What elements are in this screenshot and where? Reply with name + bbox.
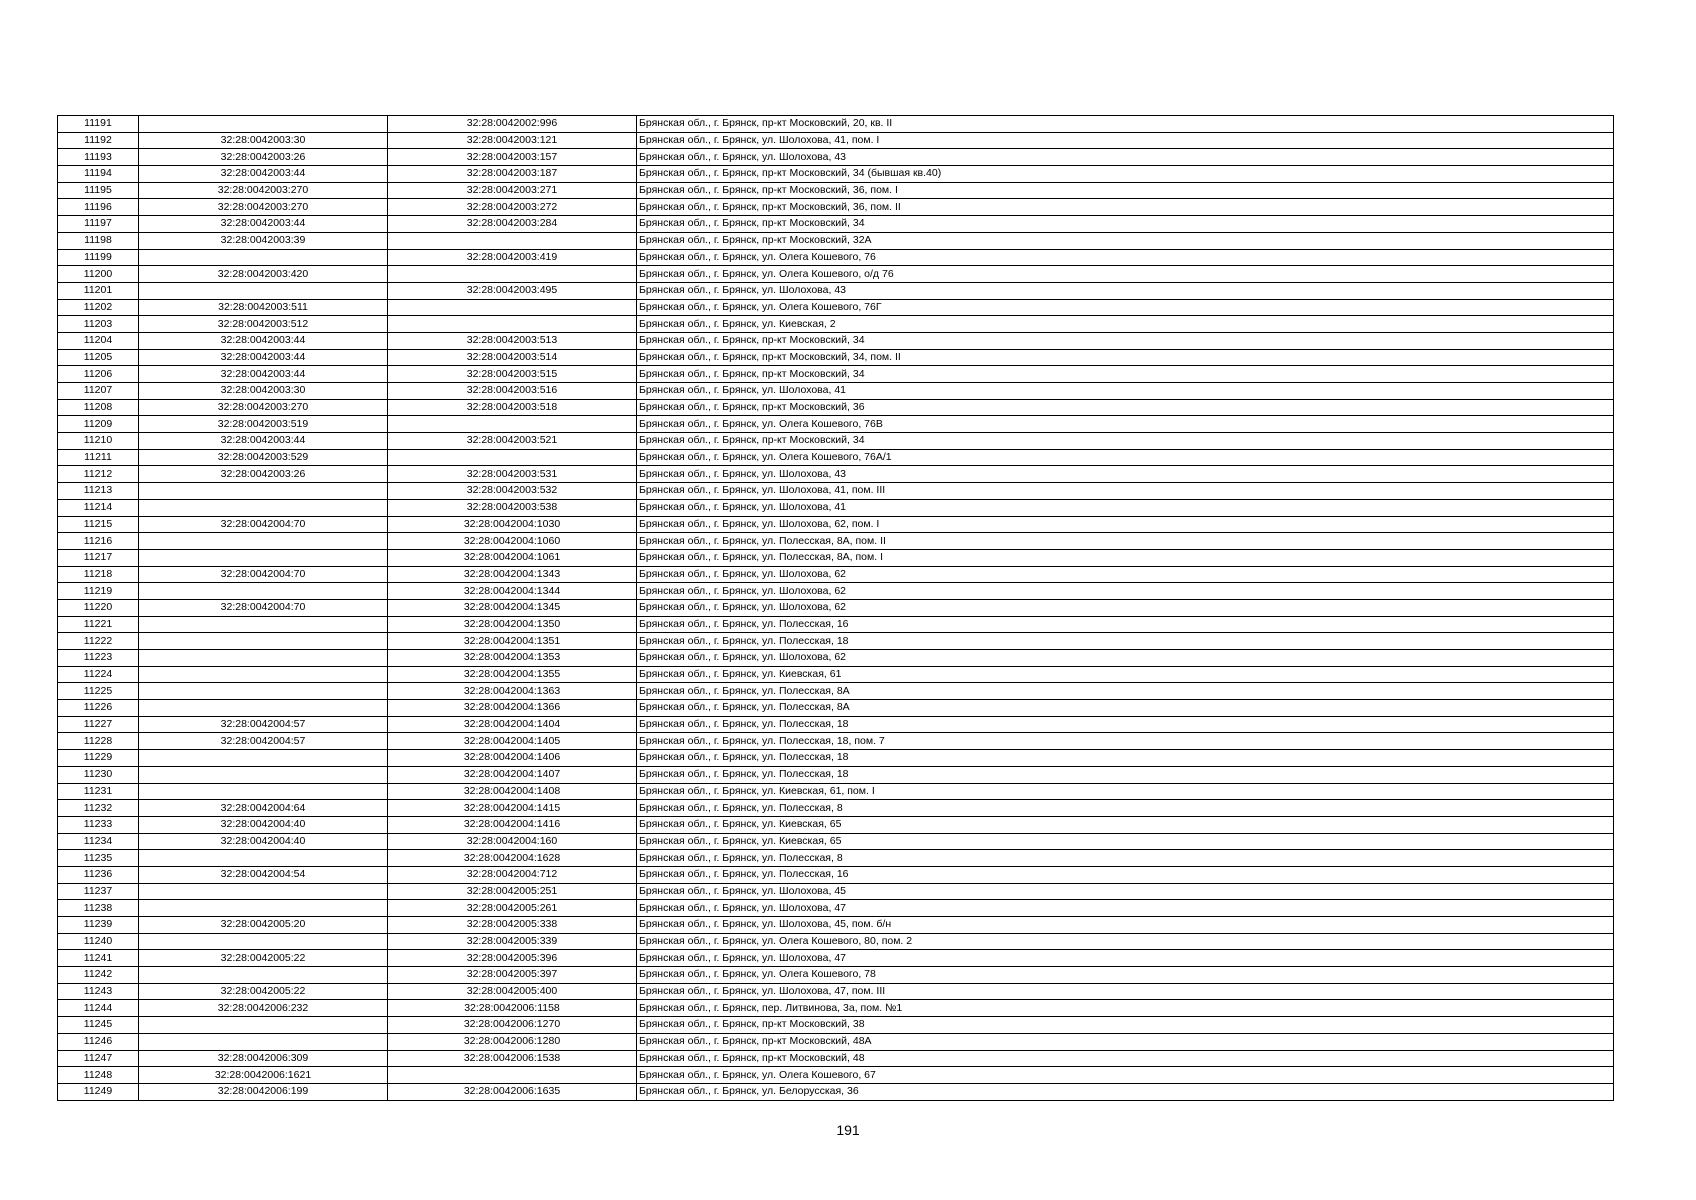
table-row: [58, 349, 1614, 366]
address-cell: Брянская обл., г. Брянск, пр-кт Московский, 20, кв. II: [637, 116, 1614, 133]
object-cadastral-number-cell: 32:28:0042003:516: [388, 383, 637, 400]
table-row: [58, 866, 1614, 883]
parent-cadastral-number-cell: 32:28:0042003:26: [139, 466, 388, 483]
table-row: [58, 633, 1614, 650]
row-number-cell: 11204: [58, 332, 139, 349]
table-row: [58, 666, 1614, 683]
row-number-cell: 11203: [58, 316, 139, 333]
row-number-cell: 11248: [58, 1067, 139, 1084]
address-cell: Брянская обл., г. Брянск, ул. Шолохова, 62: [637, 599, 1614, 616]
parent-cadastral-number-cell: [139, 616, 388, 633]
address-cell: Брянская обл., г. Брянск, ул. Шолохова, 45: [637, 883, 1614, 900]
row-number-cell: 11244: [58, 1000, 139, 1017]
parent-cadastral-number-cell: 32:28:0042003:511: [139, 299, 388, 316]
object-cadastral-number-cell: [388, 1067, 637, 1084]
table-row: [58, 499, 1614, 516]
parent-cadastral-number-cell: 32:28:0042003:30: [139, 383, 388, 400]
parent-cadastral-number-cell: 32:28:0042003:44: [139, 216, 388, 233]
object-cadastral-number-cell: 32:28:0042002:996: [388, 116, 637, 133]
address-cell: Брянская обл., г. Брянск, ул. Шолохова, 41, пом. I: [637, 132, 1614, 149]
object-cadastral-number-cell: 32:28:0042003:272: [388, 199, 637, 216]
object-cadastral-number-cell: 32:28:0042003:419: [388, 249, 637, 266]
parent-cadastral-number-cell: 32:28:0042003:420: [139, 266, 388, 283]
address-cell: Брянская обл., г. Брянск, ул. Шолохова, 47: [637, 950, 1614, 967]
parent-cadastral-number-cell: [139, 116, 388, 133]
object-cadastral-number-cell: 32:28:0042003:271: [388, 182, 637, 199]
object-cadastral-number-cell: 32:28:0042003:284: [388, 216, 637, 233]
object-cadastral-number-cell: 32:28:0042005:400: [388, 983, 637, 1000]
row-number-cell: 11228: [58, 733, 139, 750]
row-number-cell: 11199: [58, 249, 139, 266]
row-number-cell: 11212: [58, 466, 139, 483]
table-row: [58, 783, 1614, 800]
address-cell: Брянская обл., г. Брянск, ул. Киевская, 65: [637, 833, 1614, 850]
object-cadastral-number-cell: 32:28:0042003:521: [388, 433, 637, 450]
object-cadastral-number-cell: 32:28:0042004:1343: [388, 566, 637, 583]
parent-cadastral-number-cell: 32:28:0042004:54: [139, 866, 388, 883]
row-number-cell: 11232: [58, 800, 139, 817]
table-row: [58, 800, 1614, 817]
table-row: [58, 516, 1614, 533]
table-row: [58, 1033, 1614, 1050]
table-row: [58, 299, 1614, 316]
table-row: [58, 917, 1614, 934]
table-row: [58, 833, 1614, 850]
object-cadastral-number-cell: 32:28:0042005:338: [388, 917, 637, 934]
row-number-cell: 11198: [58, 232, 139, 249]
row-number-cell: 11214: [58, 499, 139, 516]
parent-cadastral-number-cell: 32:28:0042003:30: [139, 132, 388, 149]
table-row: [58, 132, 1614, 149]
object-cadastral-number-cell: 32:28:0042003:515: [388, 366, 637, 383]
parent-cadastral-number-cell: 32:28:0042003:44: [139, 332, 388, 349]
registry-table-body: [58, 116, 1614, 1101]
table-row: [58, 850, 1614, 867]
parent-cadastral-number-cell: [139, 850, 388, 867]
address-cell: Брянская обл., г. Брянск, ул. Полесская, 8: [637, 850, 1614, 867]
parent-cadastral-number-cell: [139, 933, 388, 950]
object-cadastral-number-cell: 32:28:0042006:1280: [388, 1033, 637, 1050]
parent-cadastral-number-cell: [139, 766, 388, 783]
parent-cadastral-number-cell: 32:28:0042003:512: [139, 316, 388, 333]
parent-cadastral-number-cell: [139, 900, 388, 917]
parent-cadastral-number-cell: 32:28:0042004:40: [139, 833, 388, 850]
address-cell: Брянская обл., г. Брянск, пр-кт Московский, 34: [637, 366, 1614, 383]
parent-cadastral-number-cell: [139, 750, 388, 767]
row-number-cell: 11218: [58, 566, 139, 583]
row-number-cell: 11241: [58, 950, 139, 967]
parent-cadastral-number-cell: 32:28:0042006:1621: [139, 1067, 388, 1084]
table-row: [58, 750, 1614, 767]
table-row: [58, 933, 1614, 950]
table-row: [58, 549, 1614, 566]
row-number-cell: 11227: [58, 716, 139, 733]
table-row: [58, 416, 1614, 433]
address-cell: Брянская обл., г. Брянск, ул. Киевская, 61: [637, 666, 1614, 683]
table-row: [58, 883, 1614, 900]
table-row: [58, 182, 1614, 199]
address-cell: Брянская обл., г. Брянск, ул. Шолохова, 62, пом. I: [637, 516, 1614, 533]
row-number-cell: 11192: [58, 132, 139, 149]
address-cell: Брянская обл., г. Брянск, пр-кт Московский, 36: [637, 399, 1614, 416]
object-cadastral-number-cell: 32:28:0042004:1355: [388, 666, 637, 683]
parent-cadastral-number-cell: [139, 282, 388, 299]
address-cell: Брянская обл., г. Брянск, пр-кт Московский, 34: [637, 332, 1614, 349]
table-row: [58, 900, 1614, 917]
parent-cadastral-number-cell: 32:28:0042005:22: [139, 950, 388, 967]
row-number-cell: 11224: [58, 666, 139, 683]
parent-cadastral-number-cell: [139, 967, 388, 984]
table-row: [58, 466, 1614, 483]
object-cadastral-number-cell: 32:28:0042004:1406: [388, 750, 637, 767]
table-row: [58, 332, 1614, 349]
table-row: [58, 616, 1614, 633]
address-cell: Брянская обл., г. Брянск, пр-кт Московский, 32А: [637, 232, 1614, 249]
address-cell: Брянская обл., г. Брянск, ул. Полесская, 8А, пом. I: [637, 549, 1614, 566]
address-cell: Брянская обл., г. Брянск, пр-кт Московский, 34: [637, 433, 1614, 450]
parent-cadastral-number-cell: 32:28:0042003:39: [139, 232, 388, 249]
row-number-cell: 11209: [58, 416, 139, 433]
object-cadastral-number-cell: 32:28:0042004:1350: [388, 616, 637, 633]
row-number-cell: 11210: [58, 433, 139, 450]
parent-cadastral-number-cell: [139, 549, 388, 566]
parent-cadastral-number-cell: 32:28:0042004:40: [139, 816, 388, 833]
row-number-cell: 11211: [58, 449, 139, 466]
table-row: [58, 950, 1614, 967]
parent-cadastral-number-cell: [139, 650, 388, 667]
object-cadastral-number-cell: 32:28:0042004:1363: [388, 683, 637, 700]
address-cell: Брянская обл., г. Брянск, ул. Олега Кошевого, 67: [637, 1067, 1614, 1084]
row-number-cell: 11213: [58, 483, 139, 500]
parent-cadastral-number-cell: 32:28:0042005:22: [139, 983, 388, 1000]
address-cell: Брянская обл., г. Брянск, ул. Шолохова, 41: [637, 383, 1614, 400]
object-cadastral-number-cell: 32:28:0042004:1408: [388, 783, 637, 800]
row-number-cell: 11194: [58, 166, 139, 183]
parent-cadastral-number-cell: 32:28:0042006:309: [139, 1050, 388, 1067]
address-cell: Брянская обл., г. Брянск, ул. Олега Кошевого, 76В: [637, 416, 1614, 433]
object-cadastral-number-cell: [388, 449, 637, 466]
object-cadastral-number-cell: 32:28:0042005:261: [388, 900, 637, 917]
object-cadastral-number-cell: 32:28:0042004:1351: [388, 633, 637, 650]
table-row: [58, 399, 1614, 416]
parent-cadastral-number-cell: [139, 783, 388, 800]
address-cell: Брянская обл., г. Брянск, ул. Полесская, 16: [637, 866, 1614, 883]
object-cadastral-number-cell: 32:28:0042004:1416: [388, 816, 637, 833]
object-cadastral-number-cell: 32:28:0042004:1366: [388, 700, 637, 717]
address-cell: Брянская обл., г. Брянск, ул. Олега Кошевого, 78: [637, 967, 1614, 984]
object-cadastral-number-cell: 32:28:0042004:160: [388, 833, 637, 850]
row-number-cell: 11234: [58, 833, 139, 850]
parent-cadastral-number-cell: [139, 883, 388, 900]
table-row: [58, 249, 1614, 266]
parent-cadastral-number-cell: [139, 249, 388, 266]
address-cell: Брянская обл., г. Брянск, ул. Полесская, 18: [637, 750, 1614, 767]
table-row: [58, 1000, 1614, 1017]
address-cell: Брянская обл., г. Брянск, пр-кт Московский, 36, пом. I: [637, 182, 1614, 199]
row-number-cell: 11233: [58, 816, 139, 833]
address-cell: Брянская обл., г. Брянск, ул. Шолохова, 62: [637, 566, 1614, 583]
parent-cadastral-number-cell: 32:28:0042006:199: [139, 1083, 388, 1100]
parent-cadastral-number-cell: 32:28:0042003:44: [139, 166, 388, 183]
row-number-cell: 11201: [58, 282, 139, 299]
row-number-cell: 11220: [58, 599, 139, 616]
table-row: [58, 1017, 1614, 1034]
row-number-cell: 11195: [58, 182, 139, 199]
parent-cadastral-number-cell: [139, 666, 388, 683]
address-cell: Брянская обл., г. Брянск, ул. Полесская, 18: [637, 716, 1614, 733]
table-row: [58, 683, 1614, 700]
object-cadastral-number-cell: 32:28:0042003:518: [388, 399, 637, 416]
parent-cadastral-number-cell: [139, 533, 388, 550]
parent-cadastral-number-cell: 32:28:0042003:270: [139, 182, 388, 199]
row-number-cell: 11246: [58, 1033, 139, 1050]
row-number-cell: 11223: [58, 650, 139, 667]
object-cadastral-number-cell: 32:28:0042004:1405: [388, 733, 637, 750]
address-cell: Брянская обл., г. Брянск, пр-кт Московский, 34, пом. II: [637, 349, 1614, 366]
row-number-cell: 11193: [58, 149, 139, 166]
address-cell: Брянская обл., г. Брянск, ул. Шолохова, 43: [637, 149, 1614, 166]
parent-cadastral-number-cell: [139, 1033, 388, 1050]
row-number-cell: 11230: [58, 766, 139, 783]
table-row: [58, 766, 1614, 783]
parent-cadastral-number-cell: [139, 1017, 388, 1034]
row-number-cell: 11191: [58, 116, 139, 133]
object-cadastral-number-cell: [388, 299, 637, 316]
table-row: [58, 599, 1614, 616]
table-row: [58, 583, 1614, 600]
row-number-cell: 11215: [58, 516, 139, 533]
object-cadastral-number-cell: 32:28:0042004:1345: [388, 599, 637, 616]
object-cadastral-number-cell: 32:28:0042004:1415: [388, 800, 637, 817]
address-cell: Брянская обл., г. Брянск, пр-кт Московский, 34 (бывшая кв.40): [637, 166, 1614, 183]
address-cell: Брянская обл., г. Брянск, ул. Полесская, 16: [637, 616, 1614, 633]
address-cell: Брянская обл., г. Брянск, пр-кт Московский, 34: [637, 216, 1614, 233]
address-cell: Брянская обл., г. Брянск, ул. Полесская, 18: [637, 633, 1614, 650]
address-cell: Брянская обл., г. Брянск, ул. Шолохова, 41, пом. III: [637, 483, 1614, 500]
address-cell: Брянская обл., г. Брянск, ул. Киевская, 61, пом. I: [637, 783, 1614, 800]
row-number-cell: 11238: [58, 900, 139, 917]
table-row: [58, 1083, 1614, 1100]
object-cadastral-number-cell: 32:28:0042003:495: [388, 282, 637, 299]
address-cell: Брянская обл., г. Брянск, ул. Шолохова, 45, пом. б/н: [637, 917, 1614, 934]
object-cadastral-number-cell: 32:28:0042004:1344: [388, 583, 637, 600]
address-cell: Брянская обл., г. Брянск, ул. Киевская, 65: [637, 816, 1614, 833]
object-cadastral-number-cell: 32:28:0042003:121: [388, 132, 637, 149]
object-cadastral-number-cell: 32:28:0042004:1628: [388, 850, 637, 867]
row-number-cell: 11236: [58, 866, 139, 883]
object-cadastral-number-cell: 32:28:0042003:157: [388, 149, 637, 166]
address-cell: Брянская обл., г. Брянск, ул. Белорусская, 36: [637, 1083, 1614, 1100]
row-number-cell: 11231: [58, 783, 139, 800]
table-row: [58, 449, 1614, 466]
row-number-cell: 11196: [58, 199, 139, 216]
object-cadastral-number-cell: 32:28:0042005:396: [388, 950, 637, 967]
address-cell: Брянская обл., г. Брянск, ул. Шолохова, 47: [637, 900, 1614, 917]
row-number-cell: 11222: [58, 633, 139, 650]
parent-cadastral-number-cell: [139, 633, 388, 650]
table-row: [58, 266, 1614, 283]
address-cell: Брянская обл., г. Брянск, ул. Олега Кошевого, 80, пом. 2: [637, 933, 1614, 950]
address-cell: Брянская обл., г. Брянск, ул. Полесская, 8А: [637, 683, 1614, 700]
table-row: [58, 149, 1614, 166]
parent-cadastral-number-cell: [139, 499, 388, 516]
parent-cadastral-number-cell: [139, 583, 388, 600]
address-cell: Брянская обл., г. Брянск, ул. Олега Кошевого, о/д 76: [637, 266, 1614, 283]
parent-cadastral-number-cell: 32:28:0042003:26: [139, 149, 388, 166]
address-cell: Брянская обл., г. Брянск, ул. Полесская, 18, пом. 7: [637, 733, 1614, 750]
object-cadastral-number-cell: 32:28:0042005:397: [388, 967, 637, 984]
address-cell: Брянская обл., г. Брянск, ул. Полесская, 8А: [637, 700, 1614, 717]
table-row: [58, 700, 1614, 717]
object-cadastral-number-cell: 32:28:0042004:1060: [388, 533, 637, 550]
parent-cadastral-number-cell: 32:28:0042003:44: [139, 366, 388, 383]
object-cadastral-number-cell: 32:28:0042004:1407: [388, 766, 637, 783]
object-cadastral-number-cell: 32:28:0042003:532: [388, 483, 637, 500]
table-row: [58, 366, 1614, 383]
row-number-cell: 11202: [58, 299, 139, 316]
row-number-cell: 11221: [58, 616, 139, 633]
parent-cadastral-number-cell: [139, 700, 388, 717]
parent-cadastral-number-cell: 32:28:0042003:44: [139, 433, 388, 450]
row-number-cell: 11208: [58, 399, 139, 416]
parent-cadastral-number-cell: 32:28:0042004:70: [139, 516, 388, 533]
parent-cadastral-number-cell: 32:28:0042004:57: [139, 733, 388, 750]
table-row: [58, 1067, 1614, 1084]
table-row: [58, 199, 1614, 216]
parent-cadastral-number-cell: 32:28:0042006:232: [139, 1000, 388, 1017]
registry-table: [57, 115, 1614, 1101]
row-number-cell: 11229: [58, 750, 139, 767]
address-cell: Брянская обл., г. Брянск, пр-кт Московский, 48А: [637, 1033, 1614, 1050]
row-number-cell: 11245: [58, 1017, 139, 1034]
table-row: [58, 733, 1614, 750]
table-row: [58, 282, 1614, 299]
parent-cadastral-number-cell: 32:28:0042003:270: [139, 199, 388, 216]
parent-cadastral-number-cell: [139, 683, 388, 700]
row-number-cell: 11237: [58, 883, 139, 900]
table-row: [58, 483, 1614, 500]
parent-cadastral-number-cell: 32:28:0042003:519: [139, 416, 388, 433]
address-cell: Брянская обл., г. Брянск, ул. Киевская, 2: [637, 316, 1614, 333]
object-cadastral-number-cell: 32:28:0042004:1030: [388, 516, 637, 533]
address-cell: Брянская обл., г. Брянск, ул. Олега Кошевого, 76А/1: [637, 449, 1614, 466]
table-row: [58, 383, 1614, 400]
table-row: [58, 967, 1614, 984]
object-cadastral-number-cell: 32:28:0042003:531: [388, 466, 637, 483]
address-cell: Брянская обл., г. Брянск, ул. Полесская, 8А, пом. II: [637, 533, 1614, 550]
table-row: [58, 216, 1614, 233]
row-number-cell: 11235: [58, 850, 139, 867]
table-row: [58, 650, 1614, 667]
object-cadastral-number-cell: 32:28:0042006:1538: [388, 1050, 637, 1067]
row-number-cell: 11219: [58, 583, 139, 600]
object-cadastral-number-cell: 32:28:0042003:513: [388, 332, 637, 349]
table-row: [58, 316, 1614, 333]
object-cadastral-number-cell: 32:28:0042005:251: [388, 883, 637, 900]
table-row: [58, 816, 1614, 833]
address-cell: Брянская обл., г. Брянск, ул. Олега Кошевого, 76Г: [637, 299, 1614, 316]
table-row: [58, 433, 1614, 450]
object-cadastral-number-cell: 32:28:0042004:1061: [388, 549, 637, 566]
object-cadastral-number-cell: 32:28:0042006:1270: [388, 1017, 637, 1034]
address-cell: Брянская обл., г. Брянск, ул. Шолохова, 62: [637, 583, 1614, 600]
parent-cadastral-number-cell: 32:28:0042004:70: [139, 566, 388, 583]
row-number-cell: 11247: [58, 1050, 139, 1067]
table-row: [58, 232, 1614, 249]
object-cadastral-number-cell: [388, 316, 637, 333]
address-cell: Брянская обл., г. Брянск, ул. Шолохова, 47, пом. III: [637, 983, 1614, 1000]
row-number-cell: 11216: [58, 533, 139, 550]
address-cell: Брянская обл., г. Брянск, ул. Шолохова, 43: [637, 466, 1614, 483]
table-row: [58, 716, 1614, 733]
row-number-cell: 11200: [58, 266, 139, 283]
address-cell: Брянская обл., г. Брянск, пр-кт Московский, 48: [637, 1050, 1614, 1067]
table-row: [58, 166, 1614, 183]
row-number-cell: 11206: [58, 366, 139, 383]
object-cadastral-number-cell: 32:28:0042003:538: [388, 499, 637, 516]
row-number-cell: 11249: [58, 1083, 139, 1100]
address-cell: Брянская обл., г. Брянск, ул. Шолохова, 43: [637, 282, 1614, 299]
row-number-cell: 11242: [58, 967, 139, 984]
row-number-cell: 11197: [58, 216, 139, 233]
object-cadastral-number-cell: 32:28:0042003:187: [388, 166, 637, 183]
object-cadastral-number-cell: [388, 266, 637, 283]
parent-cadastral-number-cell: 32:28:0042004:57: [139, 716, 388, 733]
address-cell: Брянская обл., г. Брянск, ул. Шолохова, 62: [637, 650, 1614, 667]
parent-cadastral-number-cell: 32:28:0042003:44: [139, 349, 388, 366]
object-cadastral-number-cell: 32:28:0042006:1158: [388, 1000, 637, 1017]
parent-cadastral-number-cell: 32:28:0042003:529: [139, 449, 388, 466]
parent-cadastral-number-cell: [139, 483, 388, 500]
address-cell: Брянская обл., г. Брянск, ул. Полесская, 8: [637, 800, 1614, 817]
table-row: [58, 116, 1614, 133]
address-cell: Брянская обл., г. Брянск, пер. Литвинова, 3а, пом. №1: [637, 1000, 1614, 1017]
object-cadastral-number-cell: 32:28:0042004:1404: [388, 716, 637, 733]
parent-cadastral-number-cell: 32:28:0042004:64: [139, 800, 388, 817]
table-row: [58, 566, 1614, 583]
address-cell: Брянская обл., г. Брянск, ул. Олега Кошевого, 76: [637, 249, 1614, 266]
row-number-cell: 11207: [58, 383, 139, 400]
object-cadastral-number-cell: 32:28:0042004:712: [388, 866, 637, 883]
parent-cadastral-number-cell: 32:28:0042003:270: [139, 399, 388, 416]
row-number-cell: 11205: [58, 349, 139, 366]
address-cell: Брянская обл., г. Брянск, ул. Полесская, 18: [637, 766, 1614, 783]
object-cadastral-number-cell: 32:28:0042003:514: [388, 349, 637, 366]
object-cadastral-number-cell: 32:28:0042004:1353: [388, 650, 637, 667]
table-row: [58, 983, 1614, 1000]
row-number-cell: 11240: [58, 933, 139, 950]
object-cadastral-number-cell: 32:28:0042006:1635: [388, 1083, 637, 1100]
table-row: [58, 533, 1614, 550]
row-number-cell: 11243: [58, 983, 139, 1000]
row-number-cell: 11226: [58, 700, 139, 717]
address-cell: Брянская обл., г. Брянск, пр-кт Московский, 36, пом. II: [637, 199, 1614, 216]
row-number-cell: 11217: [58, 549, 139, 566]
parent-cadastral-number-cell: 32:28:0042004:70: [139, 599, 388, 616]
object-cadastral-number-cell: 32:28:0042005:339: [388, 933, 637, 950]
object-cadastral-number-cell: [388, 232, 637, 249]
row-number-cell: 11225: [58, 683, 139, 700]
parent-cadastral-number-cell: 32:28:0042005:20: [139, 917, 388, 934]
registry-sheet: [57, 115, 1613, 1101]
address-cell: Брянская обл., г. Брянск, пр-кт Московский, 38: [637, 1017, 1614, 1034]
table-row: [58, 1050, 1614, 1067]
object-cadastral-number-cell: [388, 416, 637, 433]
row-number-cell: 11239: [58, 917, 139, 934]
page-number: 191: [836, 1122, 860, 1138]
address-cell: Брянская обл., г. Брянск, ул. Шолохова, 41: [637, 499, 1614, 516]
